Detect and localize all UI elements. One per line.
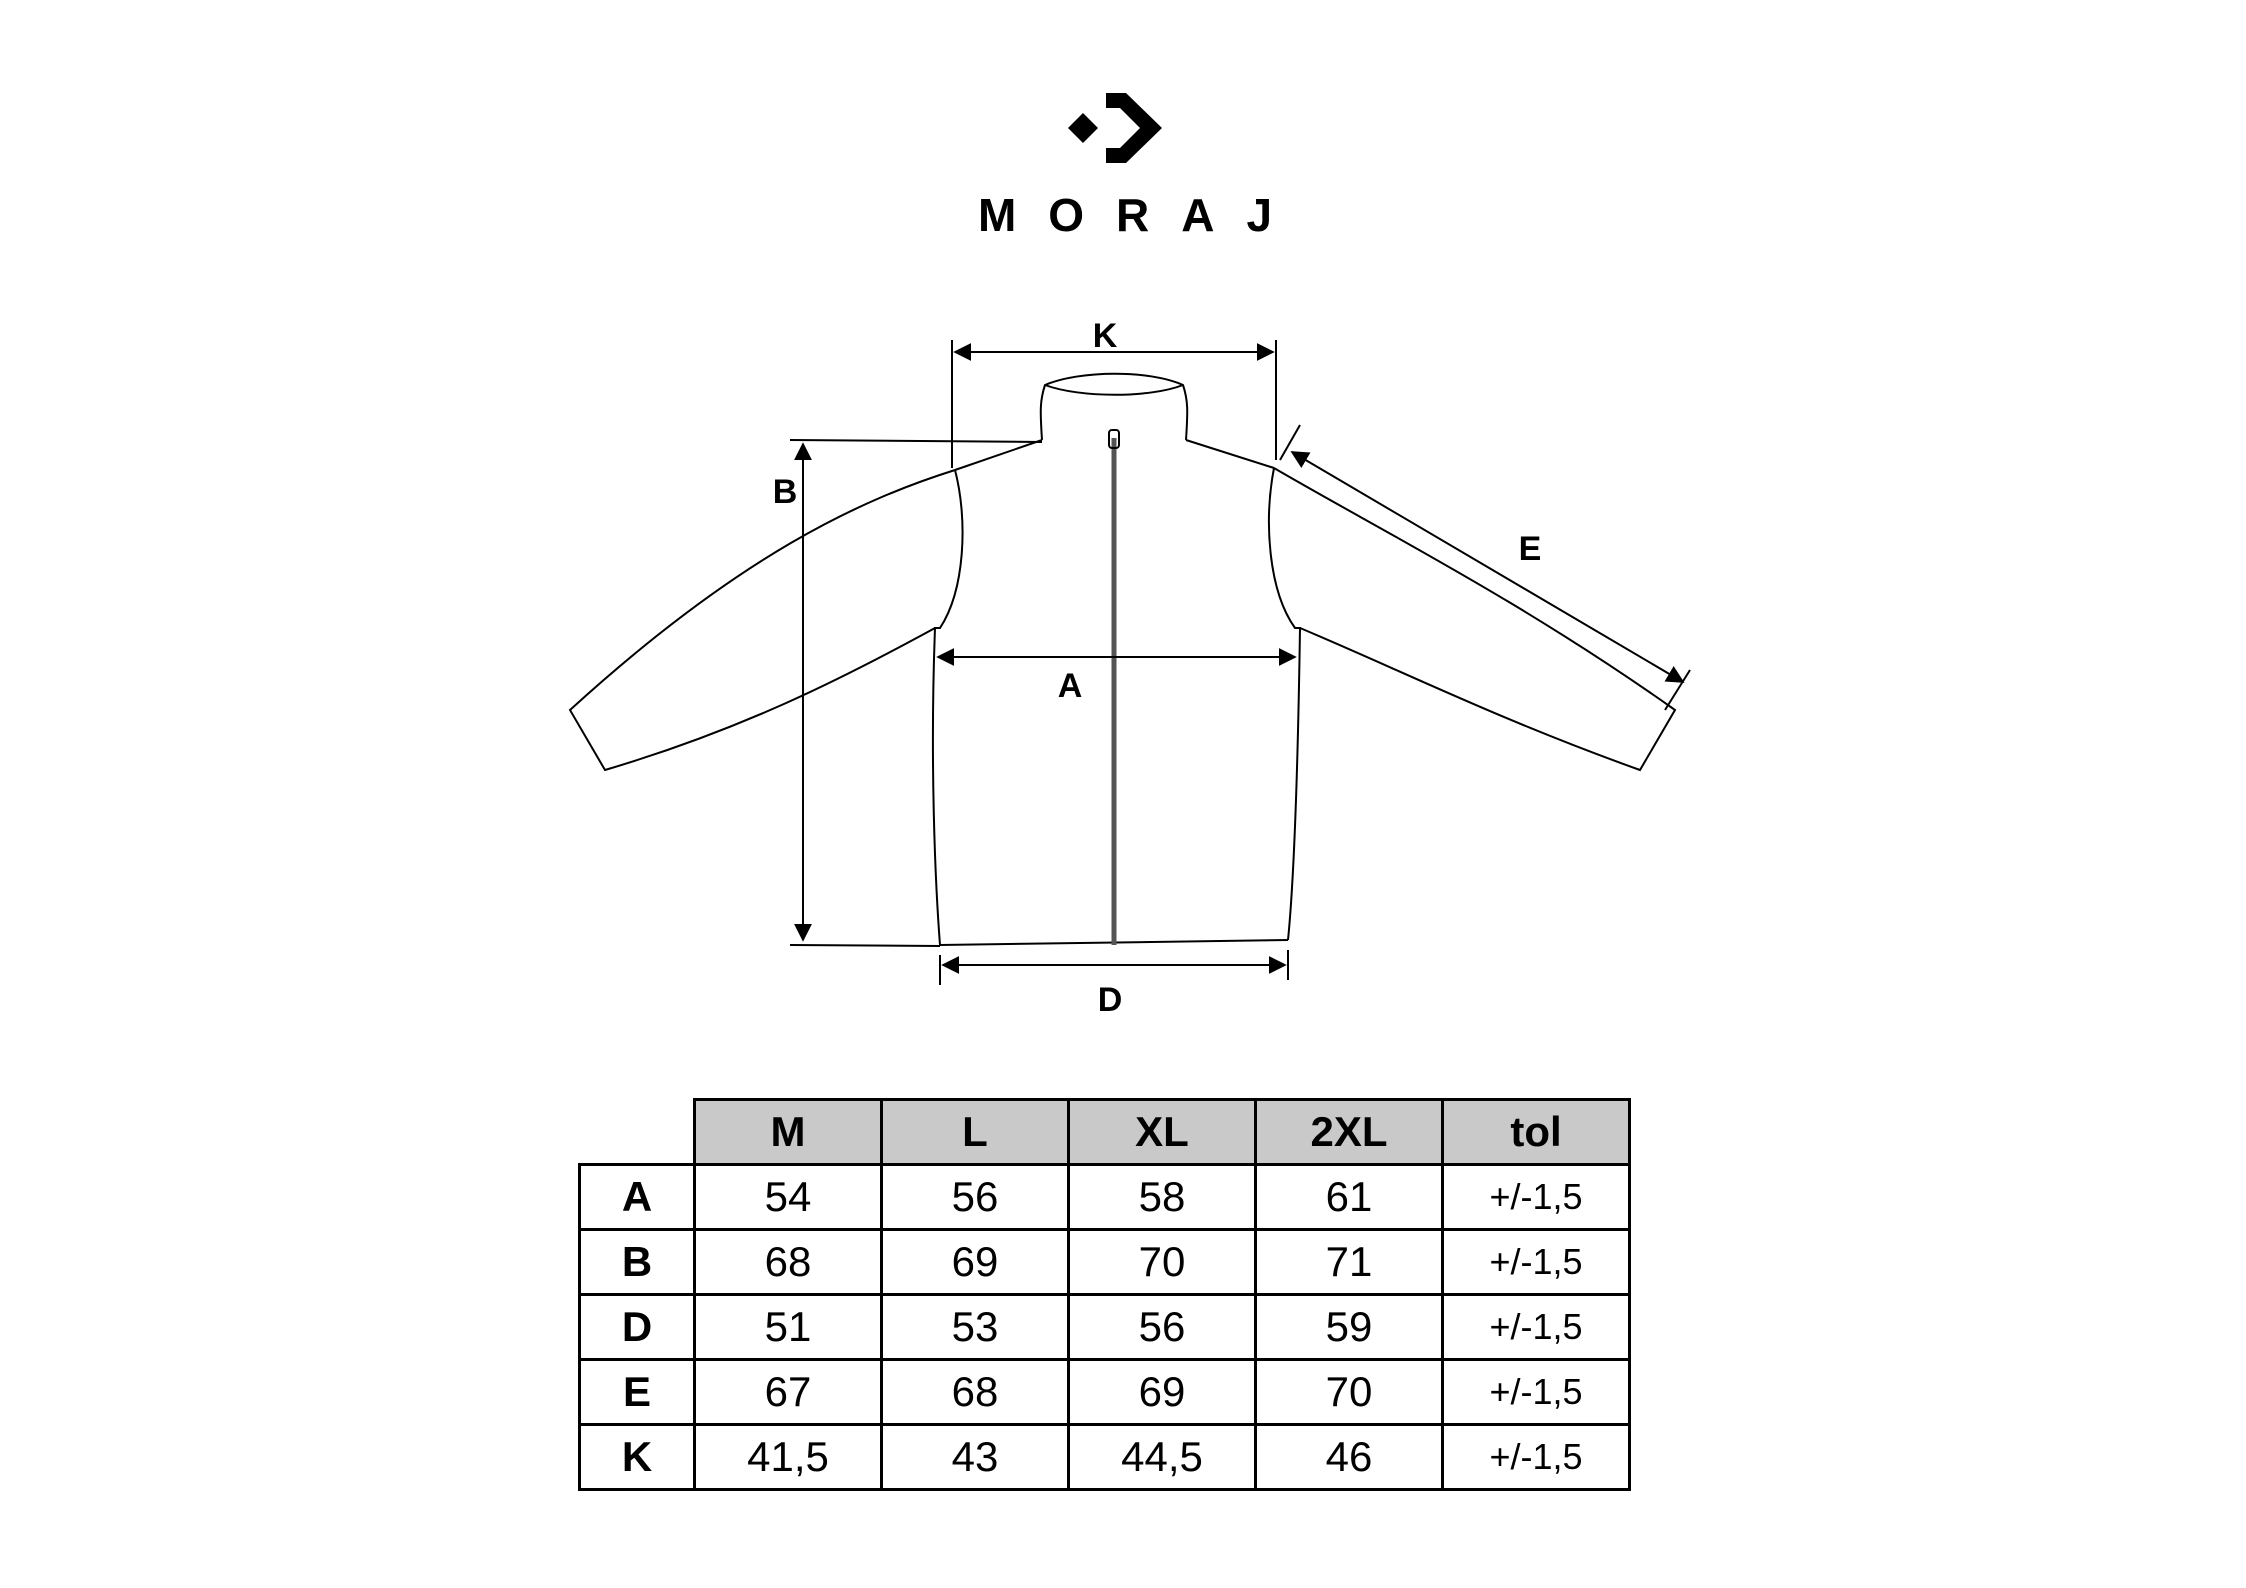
table-cell: 56 (1069, 1295, 1256, 1360)
label-a: A (1057, 667, 1083, 705)
table-row (580, 1425, 1630, 1490)
column-header: XL (1069, 1100, 1256, 1165)
tolerance-cell: +/-1,5 (1443, 1425, 1630, 1490)
row-label: E (580, 1360, 695, 1425)
tolerance-cell: +/-1,5 (1443, 1165, 1630, 1230)
table-cell: 69 (882, 1230, 1069, 1295)
label-k: K (1092, 317, 1118, 355)
tolerance-cell: +/-1,5 (1443, 1230, 1630, 1295)
row-label: B (580, 1230, 695, 1295)
table-cell: 68 (882, 1360, 1069, 1425)
table-cell: 70 (1256, 1360, 1443, 1425)
tolerance-cell: +/-1,5 (1443, 1295, 1630, 1360)
table-cell: 46 (1256, 1425, 1443, 1490)
jacket-outline (570, 374, 1675, 945)
table-row (580, 1295, 1630, 1360)
row-label: A (580, 1165, 695, 1230)
table-cell: 71 (1256, 1230, 1443, 1295)
size-table (578, 1098, 1631, 1491)
table-cell: 59 (1256, 1295, 1443, 1360)
table-cell: 69 (1069, 1360, 1256, 1425)
table-cell: 61 (1256, 1165, 1443, 1230)
label-b: B (772, 473, 798, 511)
label-d: D (1097, 981, 1123, 1019)
brand-name: MORAJ (977, 189, 1305, 241)
table-cell: 54 (695, 1165, 882, 1230)
table-cell: 41,5 (695, 1425, 882, 1490)
table-cell: 67 (695, 1360, 882, 1425)
tolerance-cell: +/-1,5 (1443, 1360, 1630, 1425)
label-e: E (1518, 530, 1542, 568)
table-cell: 53 (882, 1295, 1069, 1360)
table-row (580, 1360, 1630, 1425)
table-cell: 56 (882, 1165, 1069, 1230)
table-cell: 58 (1069, 1165, 1256, 1230)
column-header: L (882, 1100, 1069, 1165)
table-row (580, 1230, 1630, 1295)
column-header: M (695, 1100, 882, 1165)
table-cell: 44,5 (1069, 1425, 1256, 1490)
table-cell: 70 (1069, 1230, 1256, 1295)
row-label: D (580, 1295, 695, 1360)
table-row (580, 1165, 1630, 1230)
table-cell: 68 (695, 1230, 882, 1295)
measurement-lines (790, 340, 1690, 985)
column-header: 2XL (1256, 1100, 1443, 1165)
table-cell: 43 (882, 1425, 1069, 1490)
table-header-row (580, 1100, 1630, 1165)
table-cell: 51 (695, 1295, 882, 1360)
row-label: K (580, 1425, 695, 1490)
column-header: tol (1443, 1100, 1630, 1165)
table-corner (580, 1100, 695, 1165)
